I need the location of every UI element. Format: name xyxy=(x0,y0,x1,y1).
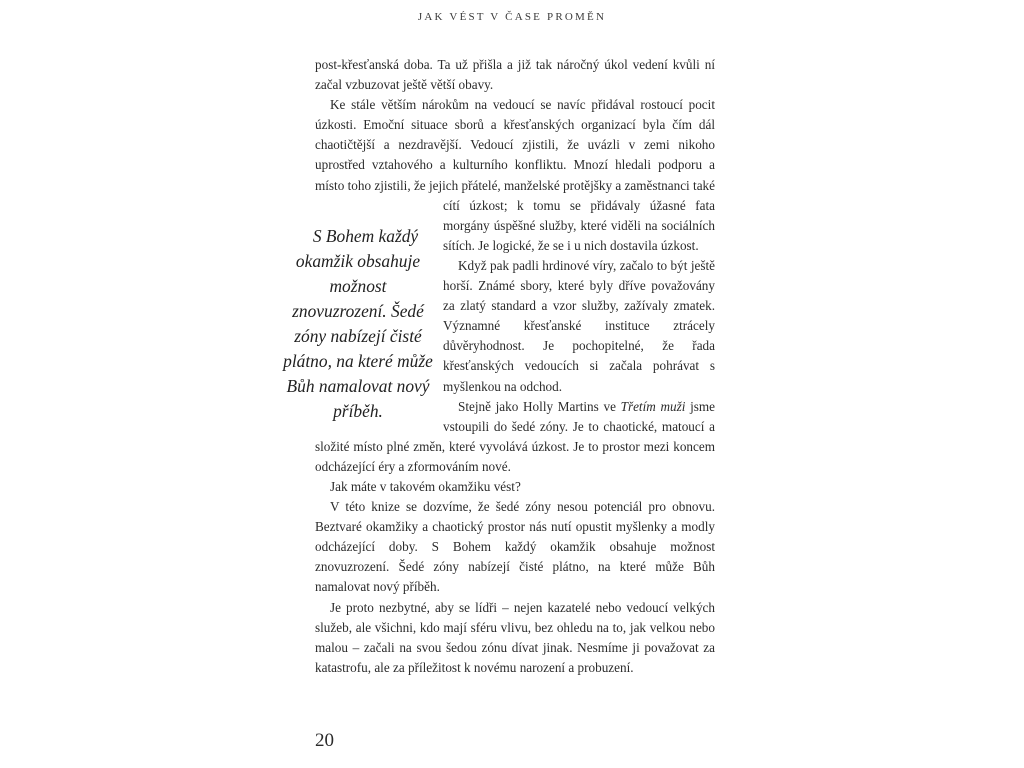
paragraph-5: Jak máte v takovém okamžiku vést? xyxy=(330,478,521,494)
body-text xyxy=(283,55,715,678)
paragraph-1: post-křesťanská doba. Ta už přišla a již tak náročný úkol vedení kvůli ní začal vzbuzovat ještě větší obavy. xyxy=(315,57,715,93)
page-number: 20 xyxy=(315,730,334,751)
paragraph-4-lead: Stejně jako Holly Martins ve xyxy=(458,398,621,414)
paragraph-2-text: Ke stále větším nárokům na vedoucí se navíc přidával rostoucí pocit úzkosti. Emoční situace sborů a křesťanských organizací byla čím dál chaotičtější a nezdravější. Vedoucí zjistili, že uvázli v zemi nikoho uprostřed vztahového a kulturního konfliktu. Mnozí hledali podporu a místo toho zjistili, že jejich přátelé, manželské protějšky a zaměstnanci také xyxy=(315,97,715,193)
pull-quote: S Bohem každý okamžik obsahuje možnost znovuzrození. Šedé zóny nabízejí čisté plátno, na které může Bůh namalovat nový příběh. xyxy=(283,225,433,421)
film-title: Třetím muži xyxy=(620,398,686,414)
paragraph-3: Když pak padli hrdinové víry, začalo to být ještě horší. Známé sbory, které byly dříve považovány za zlatý standard a vzor služby, zažívaly zmatek. Významné křesťanské instituce ztrácely důvěryhodnost. Je pochopitelné, že řada křesťanských vedoucích si začala pohrávat s myšlenkou na odchod. xyxy=(443,257,715,394)
paragraph-2-continuation: cítí úzkost; k tomu se přidávaly úžasné fata morgány úspěšné služby, které viděli na sociálních sítích. Je logické, že se i u nich dostavila úzkost. xyxy=(443,197,715,253)
paragraph-4-rest: jsme vstoupili do šedé zóny. Je to chaotické, matoucí a složité místo plné změn, které vyvolává úzkost. Je to prostor mezi koncem odcházející éry a zformováním nové. xyxy=(315,398,715,474)
paragraph-6: V této knize se dozvíme, že šedé zóny nesou potenciál pro obnovu. Beztvaré okamžiky a chaotický prostor nás nutí opustit myšlenky a modly odcházející doby. S Bohem každý okamžik obsahuje možnost znovuzrození. Šedé zóny nabízejí čisté plátno, na které může Bůh namalovat nový příběh. xyxy=(315,499,715,595)
running-header: JAK VÉST V ČASE PROMĚN xyxy=(417,11,607,23)
paragraph-7: Je proto nezbytné, aby se lídři – nejen kazatelé nebo vedoucí velkých služeb, ale všichni, kdo mají sféru vlivu, bez ohledu na to, jak velkou nebo malou – začali na svou šedou zónu dívat jinak. Nesmíme ji považovat za katastrofu, ale za příležitost k novému narození a probuzení. xyxy=(315,599,715,675)
